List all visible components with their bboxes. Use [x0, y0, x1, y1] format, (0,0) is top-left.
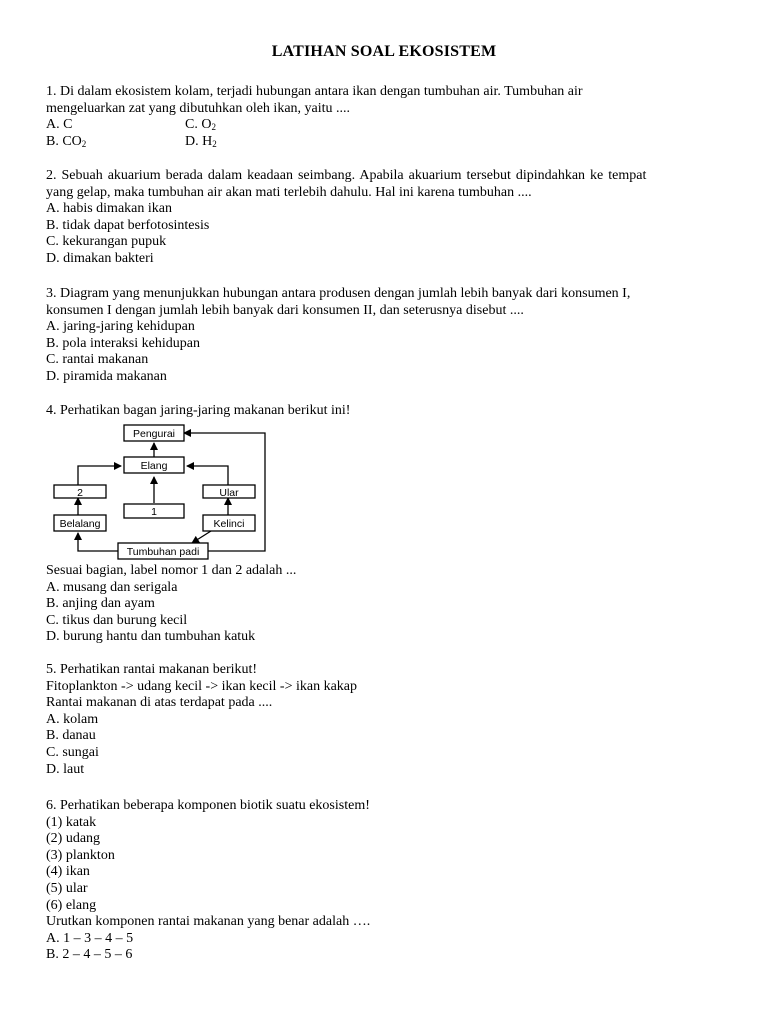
node-tumbuhan-label: Tumbuhan padi — [126, 546, 200, 558]
arrow-box2-to-elang — [78, 466, 121, 485]
question-6 — [46, 798, 720, 964]
question-3-text-line-2: konsumen I dengan jumlah lebih banyak dari konsumen II, dan seterusnya disebut .... — [46, 302, 524, 318]
node-elang-label: Elang — [140, 460, 168, 472]
node-pengurai-label: Pengurai — [132, 428, 176, 440]
page-title: LATIHAN SOAL EKOSISTEM — [271, 43, 497, 60]
question-4-continued — [46, 563, 720, 646]
option-d-subscript: 2 — [212, 138, 217, 149]
biotic-item: (6) elang — [46, 897, 97, 913]
question-5 — [46, 662, 720, 778]
option-b: B. tidak dapat berfotosintesis — [46, 217, 210, 233]
arrow-tumbuhan-to-belalang — [78, 533, 118, 551]
question-4-text-line-1: 4. Perhatikan bagan jaring-jaring makanan berikut ini! — [46, 403, 351, 418]
option-a: A. C — [46, 117, 73, 133]
option-c-subscript: 2 — [211, 122, 216, 133]
option-a: A. jaring-jaring kehidupan — [46, 319, 195, 335]
question-1-text-line-1: 1. Di dalam ekosistem kolam, terjadi hubungan antara ikan dengan tumbuhan air. Tumbuhan air — [46, 84, 583, 99]
question-1 — [46, 84, 720, 150]
option-d: D. laut — [46, 761, 85, 777]
question-3 — [46, 286, 720, 386]
option-a: A. kolam — [46, 711, 99, 727]
node-box2-label: 2 — [77, 487, 83, 499]
question-4-text-line-2: Sesuai bagian, label nomor 1 dan 2 adalah ... — [46, 563, 297, 578]
arrow-kelinci-tumbuhan — [192, 531, 211, 543]
question-2 — [46, 168, 720, 268]
option-c-text: C. O — [185, 117, 212, 133]
option-a: A. habis dimakan ikan — [46, 201, 172, 217]
question-5-text-line-1: 5. Perhatikan rantai makanan berikut! — [46, 662, 258, 677]
node-belalang-label: Belalang — [59, 518, 101, 530]
question-1-options-row-1 — [46, 117, 720, 134]
question-3-text-line-1: 3. Diagram yang menunjukkan hubungan antara produsen dengan jumlah lebih banyak dari konsumen I, — [46, 286, 631, 301]
option-b: B. 2 – 4 – 5 – 6 — [46, 947, 133, 963]
option-c: C. kekurangan pupuk — [46, 234, 167, 250]
option-b: B. danau — [46, 728, 96, 744]
option-c: C. sungai — [46, 744, 99, 760]
question-4 — [46, 403, 720, 420]
question-6-text-line-1: 6. Perhatikan beberapa komponen biotik suatu ekosistem! — [46, 798, 370, 813]
option-a: A. 1 – 3 – 4 – 5 — [46, 930, 134, 946]
biotic-item: (5) ular — [46, 880, 88, 896]
option-d-text: D. H — [185, 133, 213, 149]
node-ular-label: Ular — [219, 487, 239, 499]
question-5-text-line-2: Rantai makanan di atas terdapat pada .... — [46, 695, 273, 711]
biotic-item: (3) plankton — [46, 847, 115, 863]
food-web-svg — [46, 424, 276, 562]
option-c: C. rantai makanan — [46, 352, 149, 368]
question-1-options-row-2 — [46, 134, 720, 151]
biotic-item: (1) katak — [46, 814, 97, 830]
biotic-item: (2) udang — [46, 831, 101, 847]
arrow-ular-to-elang — [187, 466, 228, 485]
option-b — [46, 134, 86, 151]
food-web-diagram — [46, 424, 276, 562]
option-d: D. piramida makanan — [46, 368, 167, 384]
option-b: B. anjing dan ayam — [46, 596, 155, 612]
question-6-text-line-2: Urutkan komponen rantai makanan yang benar adalah …. — [46, 914, 371, 930]
biotic-item: (4) ikan — [46, 864, 90, 880]
option-b-subscript: 2 — [81, 138, 87, 149]
option-a: A. musang dan serigala — [46, 579, 178, 595]
node-box1-label: 1 — [151, 506, 157, 518]
question-2-text-line-1: 2. Sebuah akuarium berada dalam keadaan seimbang. Apabila akuarium tersebut dipindahkan ke tempat — [46, 168, 647, 183]
option-d: D. burung hantu dan tumbuhan katuk — [46, 629, 256, 645]
option-d — [185, 134, 217, 151]
food-chain-text: Fitoplankton -> udang kecil -> ikan kecil -> ikan kakap — [46, 678, 357, 694]
question-2-text-line-2: yang gelap, maka tumbuhan air akan mati terlebih dahulu. Hal ini karena tumbuhan .... — [46, 184, 532, 200]
option-b: B. pola interaksi kehidupan — [46, 335, 200, 351]
option-c — [185, 117, 216, 134]
option-d: D. dimakan bakteri — [46, 250, 154, 266]
option-b-text: B. CO — [46, 133, 82, 149]
option-c: C. tikus dan burung kecil — [46, 612, 188, 628]
node-kelinci-label: Kelinci — [213, 518, 245, 530]
question-1-text-line-2: mengeluarkan zat yang dibutuhkan oleh ikan, yaitu .... — [46, 100, 351, 116]
